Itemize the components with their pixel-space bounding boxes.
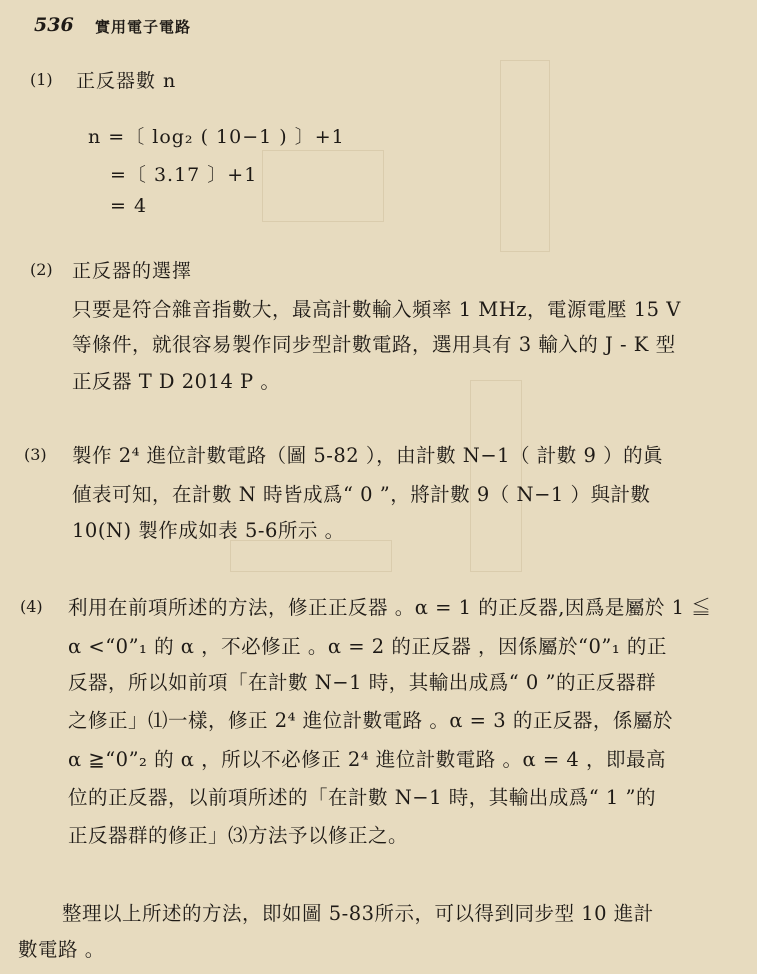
section-4-marker: (4) <box>20 597 43 616</box>
section-4-line-5: α ≧“0”₂ 的 α ，所以不必修正 2⁴ 進位計數電路 。α = 4 ，即最高 <box>68 748 666 771</box>
section-2-line-3: 正反器 T D 2014 P 。 <box>72 370 281 393</box>
closing-line-1: 整理以上所述的方法，即如圖 5-83所示，可以得到同步型 10 進計 <box>62 902 654 925</box>
show-through-box-2 <box>262 150 384 222</box>
closing-line-2: 數電路 。 <box>18 938 105 961</box>
equation-line-1: n =〔 log₂ ( 10−1 ) 〕+1 <box>88 126 345 148</box>
section-4-line-7: 正反器群的修正」⑶方法予以修正之。 <box>68 824 409 847</box>
section-2-heading: 正反器的選擇 <box>72 260 193 282</box>
section-3-marker: (3) <box>24 445 47 464</box>
section-4-line-6: 位的正反器，以前項所述的「在計數 N−1 時，其輸出成爲“ 1 ”的 <box>68 786 656 809</box>
book-title: 實用電子電路 <box>95 18 192 36</box>
section-4-line-4: 之修正」⑴一樣，修正 2⁴ 進位計數電路 。α = 3 的正反器，係屬於 <box>68 709 673 732</box>
section-1-heading: 正反器數 n <box>76 70 177 92</box>
section-2-marker: (2) <box>30 260 53 279</box>
equation-line-2: =〔 3.17 〕+1 <box>110 164 258 186</box>
section-4-line-2: α <“0”₁ 的 α ，不必修正 。α = 2 的正反器 ，因係屬於“0”₁ 的正 <box>68 635 667 658</box>
show-through-box-1 <box>500 60 550 252</box>
page-number: 536 <box>34 14 74 36</box>
section-4-line-1: 利用在前項所述的方法，修正正反器 。α = 1 的正反器,因爲是屬於 1 ≦ <box>68 596 712 619</box>
section-3-line-1: 製作 2⁴ 進位計數電路（圖 5-82 ），由計數 N−1（ 計數 9 ）的眞 <box>72 444 664 467</box>
section-4-line-3: 反器，所以如前項「在計數 N−1 時，其輸出成爲“ 0 ”的正反器群 <box>68 671 656 694</box>
show-through-box-3 <box>470 380 522 572</box>
section-1-marker: (1) <box>30 70 53 89</box>
show-through-box-4 <box>230 540 392 572</box>
equation-line-3: = 4 <box>110 195 148 217</box>
section-2-line-1: 只要是符合雜音指數大，最高計數輸入頻率 1 MHz，電源電壓 15 V <box>72 298 681 321</box>
section-3-line-3: 10(N) 製作成如表 5-6所示 。 <box>72 519 345 542</box>
section-2-line-2: 等條件，就很容易製作同步型計數電路，選用具有 3 輸入的 J - K 型 <box>72 333 676 356</box>
section-3-line-2: 値表可知，在計數 N 時皆成爲“ 0 ”，將計數 9（ N−1 ）與計數 <box>72 483 651 506</box>
